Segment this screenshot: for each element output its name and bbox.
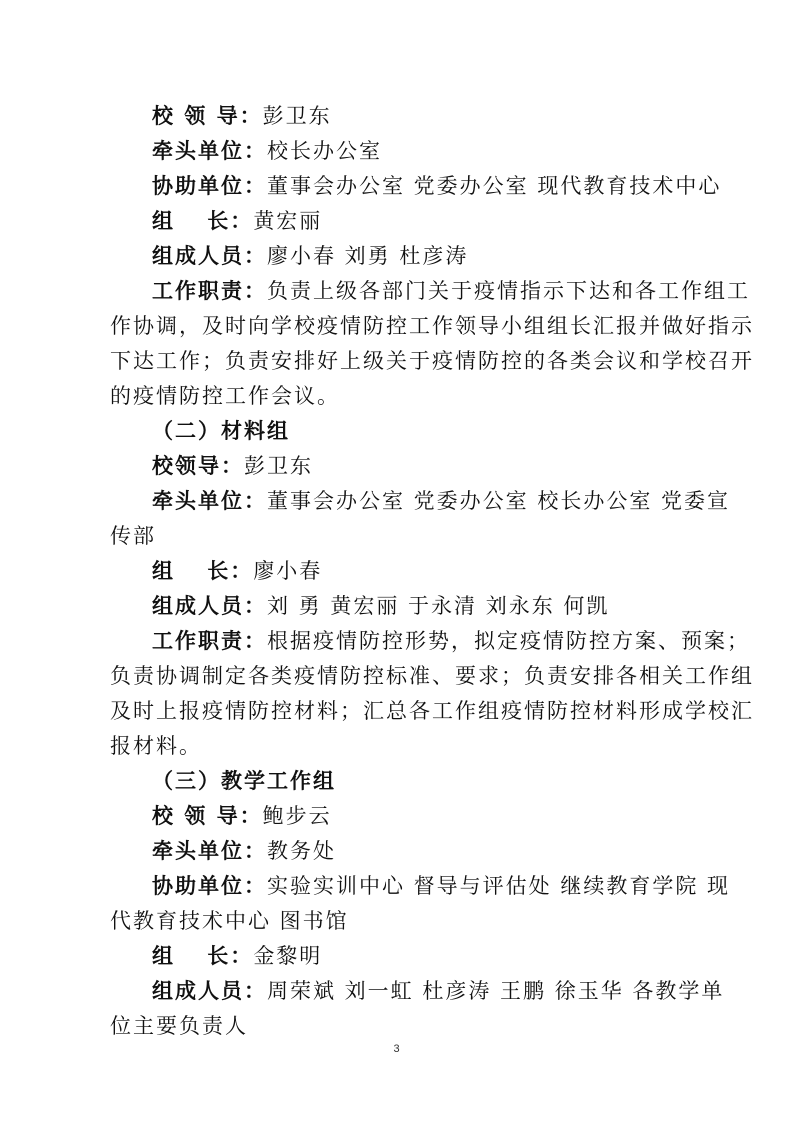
s1-duties-line-3: 下达工作；负责安排好上级关于疫情防控的各类会议和学校召开 [110, 349, 754, 373]
s1-duties-line-1 [152, 279, 750, 303]
s2-members-line [152, 594, 609, 618]
s1-lead-unit-label: 牵头单位： [152, 138, 267, 163]
s1-leader-label: 校 领 导： [152, 103, 263, 128]
page-number: 3 [393, 1043, 400, 1055]
s3-assist-value: 实验实训中心 督导与评估处 继续教育学院 现 [267, 874, 731, 898]
s1-members-label: 组成人员： [152, 243, 267, 268]
s3-assist-line [152, 874, 730, 898]
s3-head-value: 金黎明 [253, 944, 323, 968]
s1-leader-value: 彭卫东 [262, 104, 332, 128]
s2-leader-value: 彭卫东 [244, 454, 313, 478]
s3-lead-unit-value: 教务处 [267, 839, 336, 863]
s3-heading: （三）教学工作组 [152, 768, 336, 793]
s1-lead-unit-value: 校长办公室 [267, 139, 382, 163]
s2-lead-unit-cont: 传部 [110, 524, 156, 548]
s2-leader-label: 校领导： [152, 453, 244, 478]
s3-assist-label: 协助单位： [152, 873, 267, 898]
s2-duties-line-4: 报材料。 [110, 734, 202, 758]
s2-duties-label: 工作职责： [152, 628, 267, 653]
s1-members-value: 廖小春 刘勇 杜彦涛 [267, 244, 469, 268]
s3-assist-cont: 代教育技术中心 图书馆 [110, 909, 349, 933]
s1-assist-line [152, 174, 721, 198]
s2-leader-line [152, 454, 313, 478]
s2-duties-line-2: 负责协调制定各类疫情防控标准、要求；负责安排各相关工作组 [110, 664, 754, 688]
s3-lead-unit-line [152, 839, 336, 863]
s2-head-label: 组 长： [152, 558, 254, 583]
s2-duties-line-3: 及时上报疫情防控材料；汇总各工作组疫情防控材料形成学校汇 [110, 699, 754, 723]
s3-members-label: 组成人员： [152, 978, 267, 1003]
s2-lead-unit-line [152, 489, 730, 513]
s1-duties-line-2: 作协调，及时向学校疫情防控工作领导小组组长汇报并做好指示 [110, 314, 754, 338]
s2-members-label: 组成人员： [152, 593, 267, 618]
s3-leader-label: 校 领 导： [152, 803, 263, 828]
s2-head-value: 廖小春 [253, 559, 323, 583]
s1-assist-label: 协助单位： [152, 173, 267, 198]
s1-members-line [152, 244, 468, 268]
s1-assist-value: 董事会办公室 党委办公室 现代教育技术中心 [267, 174, 722, 198]
s1-head-value: 黄宏丽 [253, 209, 323, 233]
s1-head-line [152, 209, 322, 233]
s2-head-line [152, 559, 322, 583]
s3-head-label: 组 长： [152, 943, 254, 968]
s3-members-value: 周荣斌 刘一虹 杜彦涛 王鹏 徐玉华 各教学单 [267, 979, 725, 1003]
s3-head-line [152, 944, 322, 968]
s3-leader-line [152, 804, 332, 828]
s1-head-label: 组 长： [152, 208, 254, 233]
s3-members-cont: 位主要负责人 [110, 1014, 248, 1038]
s3-leader-value: 鲍步云 [262, 804, 332, 828]
s1-duties-label: 工作职责： [152, 278, 267, 303]
s2-lead-unit-label: 牵头单位： [152, 488, 267, 513]
s2-duties-text-1: 根据疫情防控形势，拟定疫情防控方案、预案； [267, 629, 750, 653]
s3-lead-unit-label: 牵头单位： [152, 838, 267, 863]
s1-lead-unit-line [152, 139, 382, 163]
s1-duties-text-1: 负责上级各部门关于疫情指示下达和各工作组工 [267, 279, 750, 303]
s1-duties-line-4: 的疫情防控工作会议。 [110, 384, 340, 408]
s2-members-value: 刘 勇 黄宏丽 于永清 刘永东 何凯 [267, 594, 610, 618]
s2-heading: （二）材料组 [152, 418, 290, 443]
s3-members-line [152, 979, 724, 1003]
s1-leader-line [152, 104, 332, 128]
s2-lead-unit-value: 董事会办公室 党委办公室 校长办公室 党委宣 [267, 489, 731, 513]
s2-duties-line-1 [152, 629, 750, 653]
